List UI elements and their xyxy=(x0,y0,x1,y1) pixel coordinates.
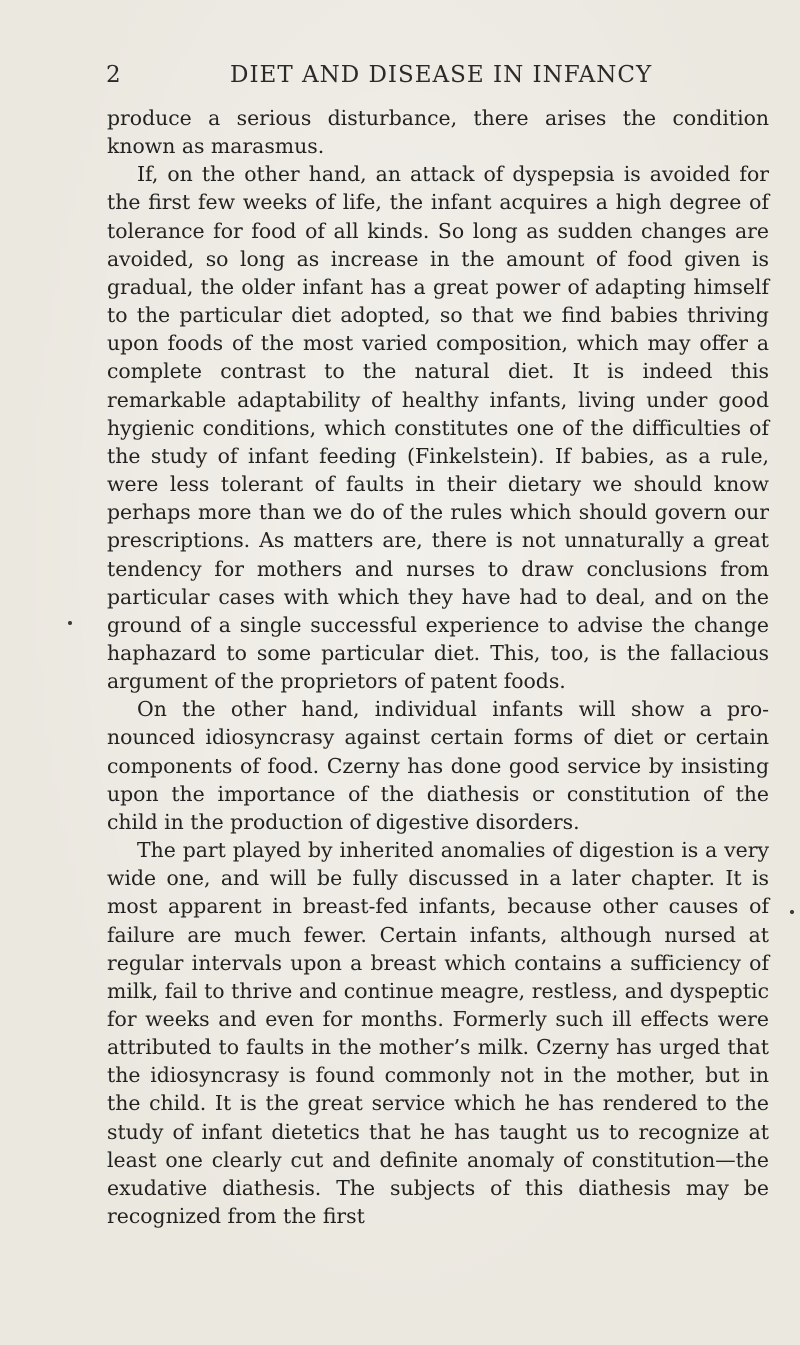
running-head: DIET AND DISEASE IN INFANCY xyxy=(230,62,653,88)
paragraph-3: On the other hand, individual infants will show a pronounced idiosyncrasy against certain forms of diet or certain components of food. Czerny has done good service by insisting upon the importance of the diathesis or constitution of the child in the production of digestive disorders. xyxy=(107,697,769,834)
ink-speck xyxy=(68,621,72,625)
page-number: 2 xyxy=(106,62,122,88)
paragraph-1: produce a serious disturbance, there arises the condition known as marasmus. xyxy=(107,106,769,159)
body-text xyxy=(107,104,769,1230)
page-header xyxy=(106,62,746,96)
paragraph-4: The part played by inherited anomalies of digestion is a very wide one, and will be fully discussed in a later chapter. It is most apparent in breast-fed infants, because other causes of failure are much fewer. Certain infants, although nursed at regular intervals upon a breast which contains a sufficiency of milk, fail to thrive and continue meagre, restless, and dyspeptic for weeks and even for months. Formerly such ill effects were attributed to faults in the mother’s milk. Czerny has urged that the idiosyncrasy is found commonly not in the mother, but in the child. It is the great service which he has rendered to the study of infant dietetics that he has taught us to recognize at least one clearly cut and definite anomaly of constitution—the exudative diathesis. The subjects of this diathesis may be recognized from the first xyxy=(107,838,769,1229)
ink-speck xyxy=(790,910,794,914)
paragraph-2: If, on the other hand, an attack of dyspepsia is avoided for the first few weeks of life, the infant acquires a high degree of tolerance for food of all kinds. So long as sudden changes are avoided, so long as increase in the amount of food given is gradual, the older infant has a great power of adapting himself to the particular diet adopted, so that we find babies thriving upon foods of the most varied composition, which may offer a complete contrast to the natural diet. It is indeed this remarkable adaptability of healthy infants, living under good hygienic conditions, which constitutes one of the difficulties of the study of infant feeding (Finkelstein). If babies, as a rule, were less tolerant of faults in their dietary we should know perhaps more than we do of the rules which should govern our prescriptions. As matters are, there is not unnaturally a great tendency for mothers and nurses to draw conclusions from particular cases with which they have had to deal, and on the ground of a single successful experience to advise the change haphazard to some particular diet. This, too, is the fallacious argument of the proprietors of patent foods. xyxy=(107,162,769,694)
